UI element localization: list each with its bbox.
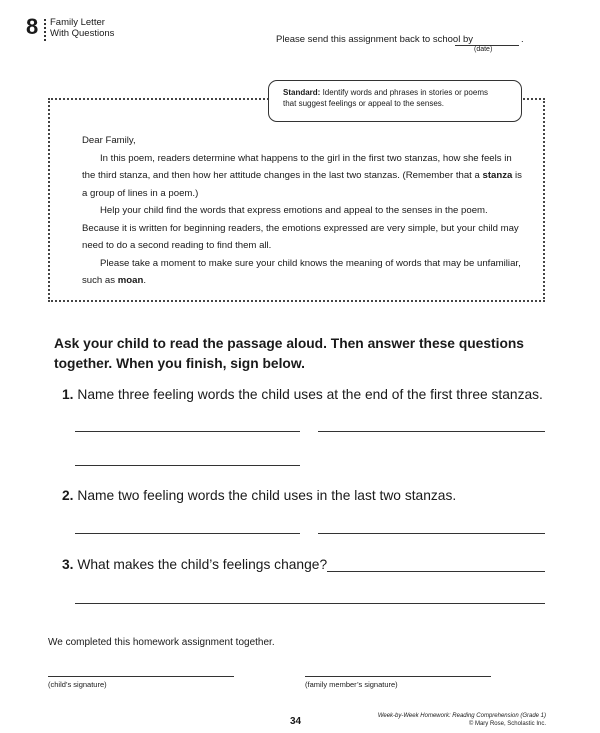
completed-statement: We completed this homework assignment together. (48, 637, 275, 648)
child-signature-label: (child’s signature) (48, 680, 107, 689)
family-signature-line[interactable] (305, 676, 491, 677)
standard-text-line1: Identify words and phrases in stories or poems (320, 88, 488, 97)
family-signature-label: (family member’s signature) (305, 680, 398, 689)
letter-p1-text-b: is a group of lines in a poem.) (82, 170, 522, 199)
footer-copyright: © Mary Rose, Scholastic Inc. (468, 721, 546, 727)
child-signature-line[interactable] (48, 676, 234, 677)
lesson-title (50, 17, 114, 39)
date-label: (date) (474, 46, 493, 53)
letter-p3-text-b: . (143, 275, 146, 286)
question-3-number: 3. (62, 557, 74, 572)
letter-paragraph-2: Help your child find the words that express emotions and appeal to the senses in the poem. Because it is written for beginning readers, the emotions expressed are very simple, but your child may need to do a second reading to find them all. (82, 205, 519, 251)
send-back-period: . (521, 34, 524, 45)
question-3 (62, 556, 327, 574)
letter-paragraph-1 (82, 150, 522, 203)
send-back-text: Please send this assignment back to school by (276, 34, 473, 45)
lesson-title-line1: Family Letter (50, 17, 105, 28)
letter-p3-bold: moan (117, 275, 144, 286)
standard-text-line2: that suggest feelings or appeal to the senses. (283, 98, 444, 108)
letter-p1-bold: stanza (482, 170, 513, 181)
lesson-title-line2: With Questions (50, 28, 115, 39)
letter-greeting: Dear Family, (82, 135, 136, 146)
answer-line[interactable] (75, 431, 300, 432)
standard-box (268, 80, 522, 122)
lesson-number: 8 (26, 14, 39, 39)
letter-p1-text-a: In this poem, readers determine what happens to the girl in the first two stanzas, how she feels in the third stanza, and then how her attitude changes in the last two stanzas. (Remember that a (82, 152, 512, 181)
instructions: Ask your child to read the passage aloud. Then answer these questions together. When you finish, sign below. (54, 336, 524, 371)
footer-book-title: Week-by-Week Homework: Reading Comprehension (Grade 1) (377, 713, 546, 719)
lesson-divider (44, 19, 46, 41)
answer-line[interactable] (75, 465, 300, 466)
answer-line[interactable] (75, 603, 545, 604)
question-2-number: 2. (62, 488, 74, 503)
page-number: 34 (290, 716, 302, 727)
question-2-text: Name two feeling words the child uses in the last two stanzas. (77, 488, 457, 503)
family-letter (82, 132, 522, 290)
standard-line1 (283, 88, 511, 99)
question-3-text: What makes the child’s feelings change? (77, 557, 328, 572)
question-2 (62, 487, 456, 505)
letter-p3-text-a: Please take a moment to make sure your child knows the meaning of words that may be unfamiliar, such as (82, 257, 521, 286)
answer-line[interactable] (318, 533, 545, 534)
answer-line[interactable] (318, 431, 545, 432)
question-1 (62, 386, 543, 404)
question-1-text: Name three feeling words the child uses at the end of the first three stanzas. (77, 387, 543, 402)
question-1-number: 1. (62, 387, 74, 402)
letter-paragraph-3 (82, 255, 522, 290)
footer-credits (366, 712, 546, 728)
answer-line[interactable] (75, 533, 300, 534)
standard-label: Standard: (283, 88, 321, 97)
answer-line[interactable] (327, 571, 545, 572)
